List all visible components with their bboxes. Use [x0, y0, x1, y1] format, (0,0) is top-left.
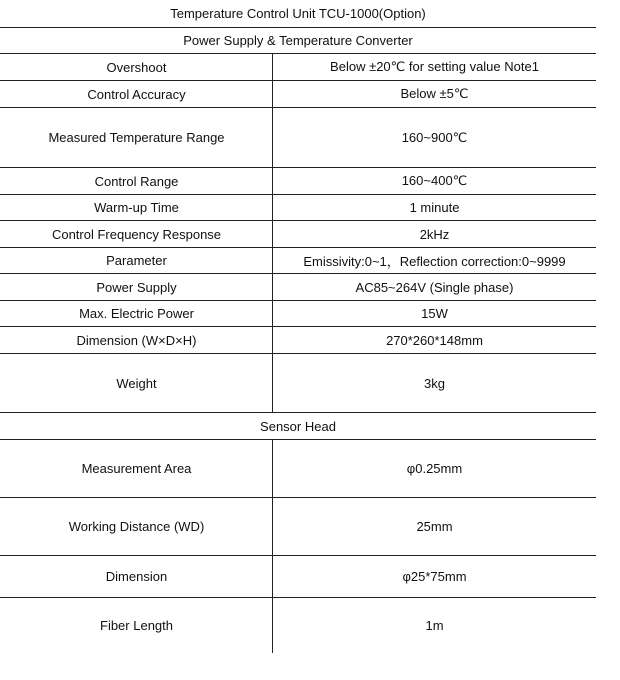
row-value-dimension: φ25*75mm: [402, 569, 467, 584]
table-row: [0, 195, 596, 221]
row-value-max-electric-power: 15W: [421, 306, 448, 321]
row-label-fiber-length: Fiber Length: [100, 618, 173, 633]
row-label-dimension-wdh: Dimension (W×D×H): [76, 332, 197, 348]
row-label-dimension: Dimension: [105, 569, 168, 584]
row-value-warm-up-time: 1 minute: [409, 200, 460, 215]
table-row: [0, 327, 596, 354]
row-label-measured-temperature-range: Measured Temperature Range: [48, 130, 225, 145]
row-label-warm-up-time: Warm-up Time: [94, 200, 179, 215]
table-row: [0, 248, 596, 274]
table-row: [0, 301, 596, 327]
table-row: [0, 221, 596, 248]
title-row: [0, 0, 596, 28]
row-label-measurement-area: Measurement Area: [81, 461, 192, 476]
row-label-control-range: Control Range: [94, 173, 179, 189]
column-divider-section1: [272, 54, 273, 413]
row-value-power-supply: AC85~264V (Single phase): [355, 279, 514, 295]
row-label-control-frequency-response: Control Frequency Response: [51, 226, 222, 242]
row-value-control-accuracy: Below ±5℃: [400, 86, 469, 101]
row-value-measurement-area: φ0.25mm: [406, 461, 463, 476]
row-label-power-supply: Power Supply: [96, 279, 177, 295]
row-value-measured-temperature-range: 160~900℃: [401, 129, 468, 145]
row-value-dimension-wdh: 270*260*148mm: [386, 332, 483, 348]
table-row: [0, 81, 596, 108]
row-label-parameter: Parameter: [106, 253, 167, 268]
column-divider-section2: [272, 440, 273, 653]
table-row: [0, 54, 596, 81]
section-heading-row: [0, 28, 596, 54]
row-value-control-range: 160~400℃: [401, 173, 468, 188]
section-heading-power-supply: Power Supply & Temperature Converter: [183, 33, 413, 48]
row-value-weight: 3kg: [424, 375, 445, 391]
table-title: Temperature Control Unit TCU-1000(Option): [170, 6, 426, 21]
table-row: [0, 498, 596, 556]
row-label-working-distance: Working Distance (WD): [68, 519, 205, 534]
table-row: [0, 440, 596, 498]
row-value-working-distance: 25mm: [416, 519, 453, 534]
section-heading-row: [0, 413, 596, 440]
table-row: [0, 274, 596, 301]
row-value-parameter: Emissivity:0~1，Reflection correction:0~9999: [303, 254, 566, 269]
table-row: [0, 108, 596, 168]
row-value-control-frequency-response: 2kHz: [419, 226, 450, 242]
table-row: [0, 354, 596, 413]
row-value-overshoot: Below ±20℃ for setting value Note1: [330, 59, 539, 74]
row-label-control-accuracy: Control Accuracy: [87, 86, 186, 102]
table-row: [0, 556, 596, 598]
row-label-overshoot: Overshoot: [106, 59, 167, 75]
row-label-weight: Weight: [116, 375, 157, 391]
section-heading-sensor-head: Sensor Head: [260, 418, 336, 434]
row-label-max-electric-power: Max. Electric Power: [79, 306, 194, 321]
table-row: [0, 168, 596, 195]
table-row: [0, 598, 596, 653]
row-value-fiber-length: 1m: [425, 618, 444, 633]
